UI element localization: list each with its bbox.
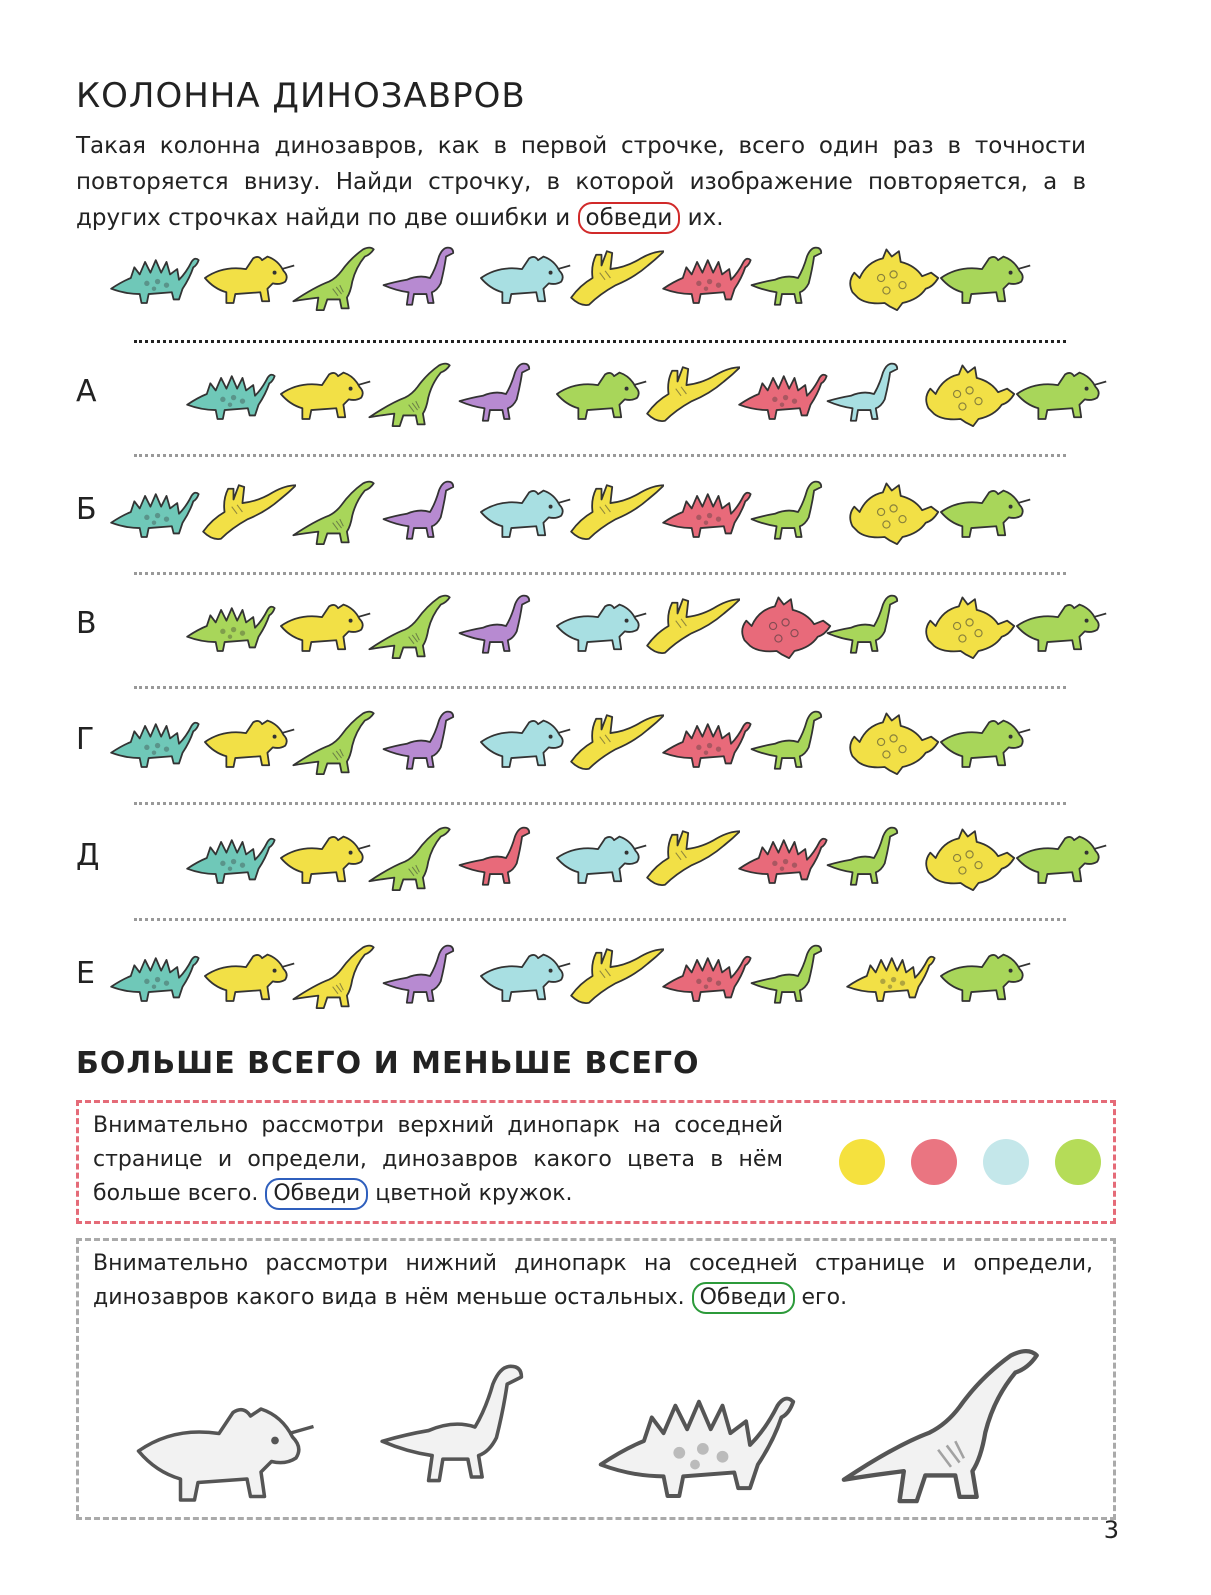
dino-bronto[interactable] (748, 242, 848, 318)
dino-trike[interactable] (548, 590, 648, 666)
dino-bronto[interactable] (456, 590, 556, 666)
dino-trike[interactable] (932, 476, 1032, 552)
dino-stego[interactable] (732, 822, 832, 898)
dino-stego[interactable] (180, 358, 280, 434)
dino-stego[interactable] (656, 242, 756, 318)
dino-sauro[interactable] (364, 590, 464, 666)
dino-stego[interactable] (104, 706, 204, 782)
dino-bronto[interactable] (380, 476, 480, 552)
dino-sauro[interactable] (288, 242, 388, 318)
reference-row (0, 236, 1211, 332)
dino-ankylo[interactable] (840, 706, 940, 782)
page-number: 3 (1103, 1516, 1119, 1544)
dino-flip[interactable] (564, 476, 664, 552)
dino-trike[interactable] (472, 706, 572, 782)
dino-ankylo[interactable] (840, 476, 940, 552)
dino-flip[interactable] (196, 476, 296, 552)
dino-trike[interactable] (472, 940, 572, 1016)
instruction-text: Такая колонна динозавров, как в первой строчке, всего один раз в точности повторяется внизу. Найди строчку, в которой изображение повторяется, а в других строчках найди по две ошибки и (76, 133, 1086, 231)
dino-flip[interactable] (564, 706, 664, 782)
task-text-species (93, 1247, 1093, 1315)
row-separator (134, 918, 1066, 921)
dino-stego[interactable] (732, 358, 832, 434)
dino-ankylo[interactable] (732, 590, 832, 666)
dino-bronto[interactable] (824, 358, 924, 434)
dino-trike[interactable] (548, 358, 648, 434)
dino-trike[interactable] (272, 590, 372, 666)
circled-word: обведи (578, 202, 681, 234)
circled-word-green: Обведи (692, 1282, 795, 1314)
dino-sauro[interactable] (364, 358, 464, 434)
outline-dino-bronto[interactable] (375, 1337, 575, 1521)
row-separator (134, 686, 1066, 689)
dino-stego[interactable] (840, 940, 940, 1016)
dino-ankylo[interactable] (916, 590, 1016, 666)
dino-trike[interactable] (932, 940, 1032, 1016)
dino-flip[interactable] (640, 590, 740, 666)
row-label: В (76, 606, 97, 641)
dino-trike[interactable] (196, 940, 296, 1016)
dino-trike[interactable] (932, 706, 1032, 782)
task2-text: Внимательно рассмотри нижний динопарк на соседней странице и определи, динозавров какого вида в нём меньше остальных. (93, 1251, 1093, 1310)
instruction-text-end: их. (680, 205, 724, 231)
dino-ankylo[interactable] (840, 242, 940, 318)
row-separator (134, 802, 1066, 805)
color-circle[interactable] (911, 1139, 957, 1185)
dino-ankylo[interactable] (916, 822, 1016, 898)
task1-text: Внимательно рассмотри верхний динопарк на соседней странице и определи, динозавров какого цвета в нём больше всего. (93, 1113, 783, 1206)
task-box-colors (76, 1100, 1116, 1224)
section-title-dino-column: КОЛОННА ДИНОЗАВРОВ (76, 76, 526, 116)
row-label: Г (76, 722, 95, 757)
reference-separator (134, 340, 1066, 343)
dino-trike[interactable] (1008, 822, 1108, 898)
dino-trike[interactable] (472, 242, 572, 318)
dino-bronto[interactable] (456, 358, 556, 434)
dino-sauro[interactable] (364, 822, 464, 898)
dino-bronto[interactable] (380, 940, 480, 1016)
color-circle[interactable] (839, 1139, 885, 1185)
dino-stego[interactable] (656, 706, 756, 782)
color-circle[interactable] (983, 1139, 1029, 1185)
row-separator (134, 454, 1066, 457)
dino-bronto[interactable] (824, 822, 924, 898)
dino-row (0, 352, 1211, 448)
row-label: Е (76, 956, 95, 991)
dino-stego[interactable] (104, 476, 204, 552)
color-circle[interactable] (1055, 1139, 1101, 1185)
dino-stego[interactable] (180, 590, 280, 666)
dino-bronto[interactable] (456, 822, 556, 898)
dino-sauro[interactable] (288, 476, 388, 552)
dino-sauro[interactable] (288, 706, 388, 782)
dino-bronto[interactable] (748, 476, 848, 552)
dino-bronto[interactable] (748, 940, 848, 1016)
dino-trike[interactable] (472, 476, 572, 552)
row-separator (134, 572, 1066, 575)
dino-stego[interactable] (104, 242, 204, 318)
dino-row (0, 700, 1211, 796)
task2-text-end: его. (794, 1285, 848, 1310)
dino-stego[interactable] (656, 940, 756, 1016)
dino-stego[interactable] (180, 822, 280, 898)
task1-text-end: цветной кружок. (368, 1181, 573, 1206)
dino-row (0, 816, 1211, 912)
dino-trike[interactable] (1008, 358, 1108, 434)
dino-flip[interactable] (564, 242, 664, 318)
dino-trike[interactable] (272, 822, 372, 898)
row-label: Б (76, 492, 97, 527)
row-label: А (76, 374, 97, 409)
dino-row (0, 934, 1211, 1030)
dino-row (0, 470, 1211, 566)
row-label: Д (76, 838, 100, 873)
circled-word-blue: Обведи (265, 1178, 368, 1210)
task-instructions (76, 128, 1086, 236)
dino-trike[interactable] (196, 242, 296, 318)
dino-bronto[interactable] (824, 590, 924, 666)
dino-trike[interactable] (548, 822, 648, 898)
dino-bronto[interactable] (380, 706, 480, 782)
dino-stego[interactable] (656, 476, 756, 552)
dino-trike[interactable] (196, 706, 296, 782)
dino-stego[interactable] (104, 940, 204, 1016)
dino-trike[interactable] (272, 358, 372, 434)
dino-bronto[interactable] (748, 706, 848, 782)
task-box-species (76, 1238, 1116, 1520)
dino-flip[interactable] (640, 822, 740, 898)
dino-sauro[interactable] (288, 940, 388, 1016)
dino-flip[interactable] (564, 940, 664, 1016)
outline-dino-trike[interactable] (119, 1381, 319, 1525)
outline-dino-stego[interactable] (585, 1361, 805, 1525)
dino-trike[interactable] (1008, 590, 1108, 666)
dino-trike[interactable] (932, 242, 1032, 318)
dino-bronto[interactable] (380, 242, 480, 318)
dino-ankylo[interactable] (916, 358, 1016, 434)
dino-flip[interactable] (640, 358, 740, 434)
task-text-colors (93, 1109, 783, 1211)
outline-dino-sauro[interactable] (831, 1329, 1071, 1523)
section-title-most-least: БОЛЬШЕ ВСЕГО И МЕНЬШЕ ВСЕГО (76, 1046, 700, 1081)
dino-row (0, 584, 1211, 680)
